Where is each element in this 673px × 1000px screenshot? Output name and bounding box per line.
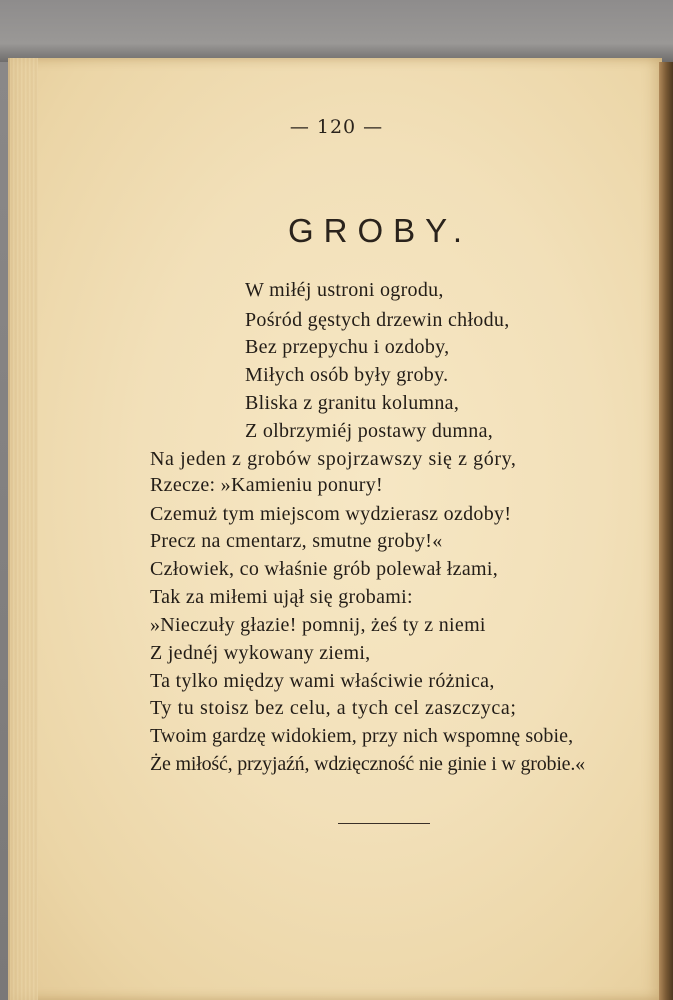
poem-line: »Nieczuły głazie! pomnij, żeś ty z niemi — [150, 614, 486, 636]
poem-line: Czemuż tym miejscom wydzierasz ozdoby! — [150, 503, 512, 525]
poem-line: Człowiek, co właśnie grób polewał łzami, — [150, 558, 499, 580]
page-number: — 120 — — [289, 116, 384, 138]
poem-line: Ta tylko między wami właściwie różnica, — [150, 670, 495, 692]
poem-line: Rzecze: »Kamieniu ponury! — [150, 474, 383, 496]
poem-line: Twoim gardzę widokiem, przy nich wspomnę sobie, — [150, 725, 574, 747]
poem-line: Z olbrzymiéj postawy dumna, — [245, 420, 494, 442]
poem-line: Pośród gęstych drzewin chłodu, — [245, 309, 510, 331]
poem-line: W miłéj ustroni ogrodu, — [245, 279, 444, 301]
poem-title: GROBY. — [287, 212, 473, 249]
poem-line: Bliska z granitu kolumna, — [245, 392, 460, 414]
poem-line: Ty tu stoisz bez celu, a tych cel zaszczyca; — [150, 697, 517, 719]
poem-line: Że miłość, przyjaźń, wdzięczność nie ginie i w grobie.« — [150, 753, 585, 775]
poem-line: Tak za miłemi ujął się grobami: — [150, 586, 413, 608]
poem-line: Bez przepychu i ozdoby, — [245, 336, 450, 358]
poem-line: Z jednéj wykowany ziemi, — [150, 642, 371, 664]
end-divider — [338, 823, 430, 824]
poem-line: Miłych osób były groby. — [245, 364, 449, 386]
poem-line: Precz na cmentarz, smutne groby!« — [150, 530, 443, 552]
poem-line: Na jeden z grobów spojrzawszy się z góry, — [150, 448, 517, 470]
